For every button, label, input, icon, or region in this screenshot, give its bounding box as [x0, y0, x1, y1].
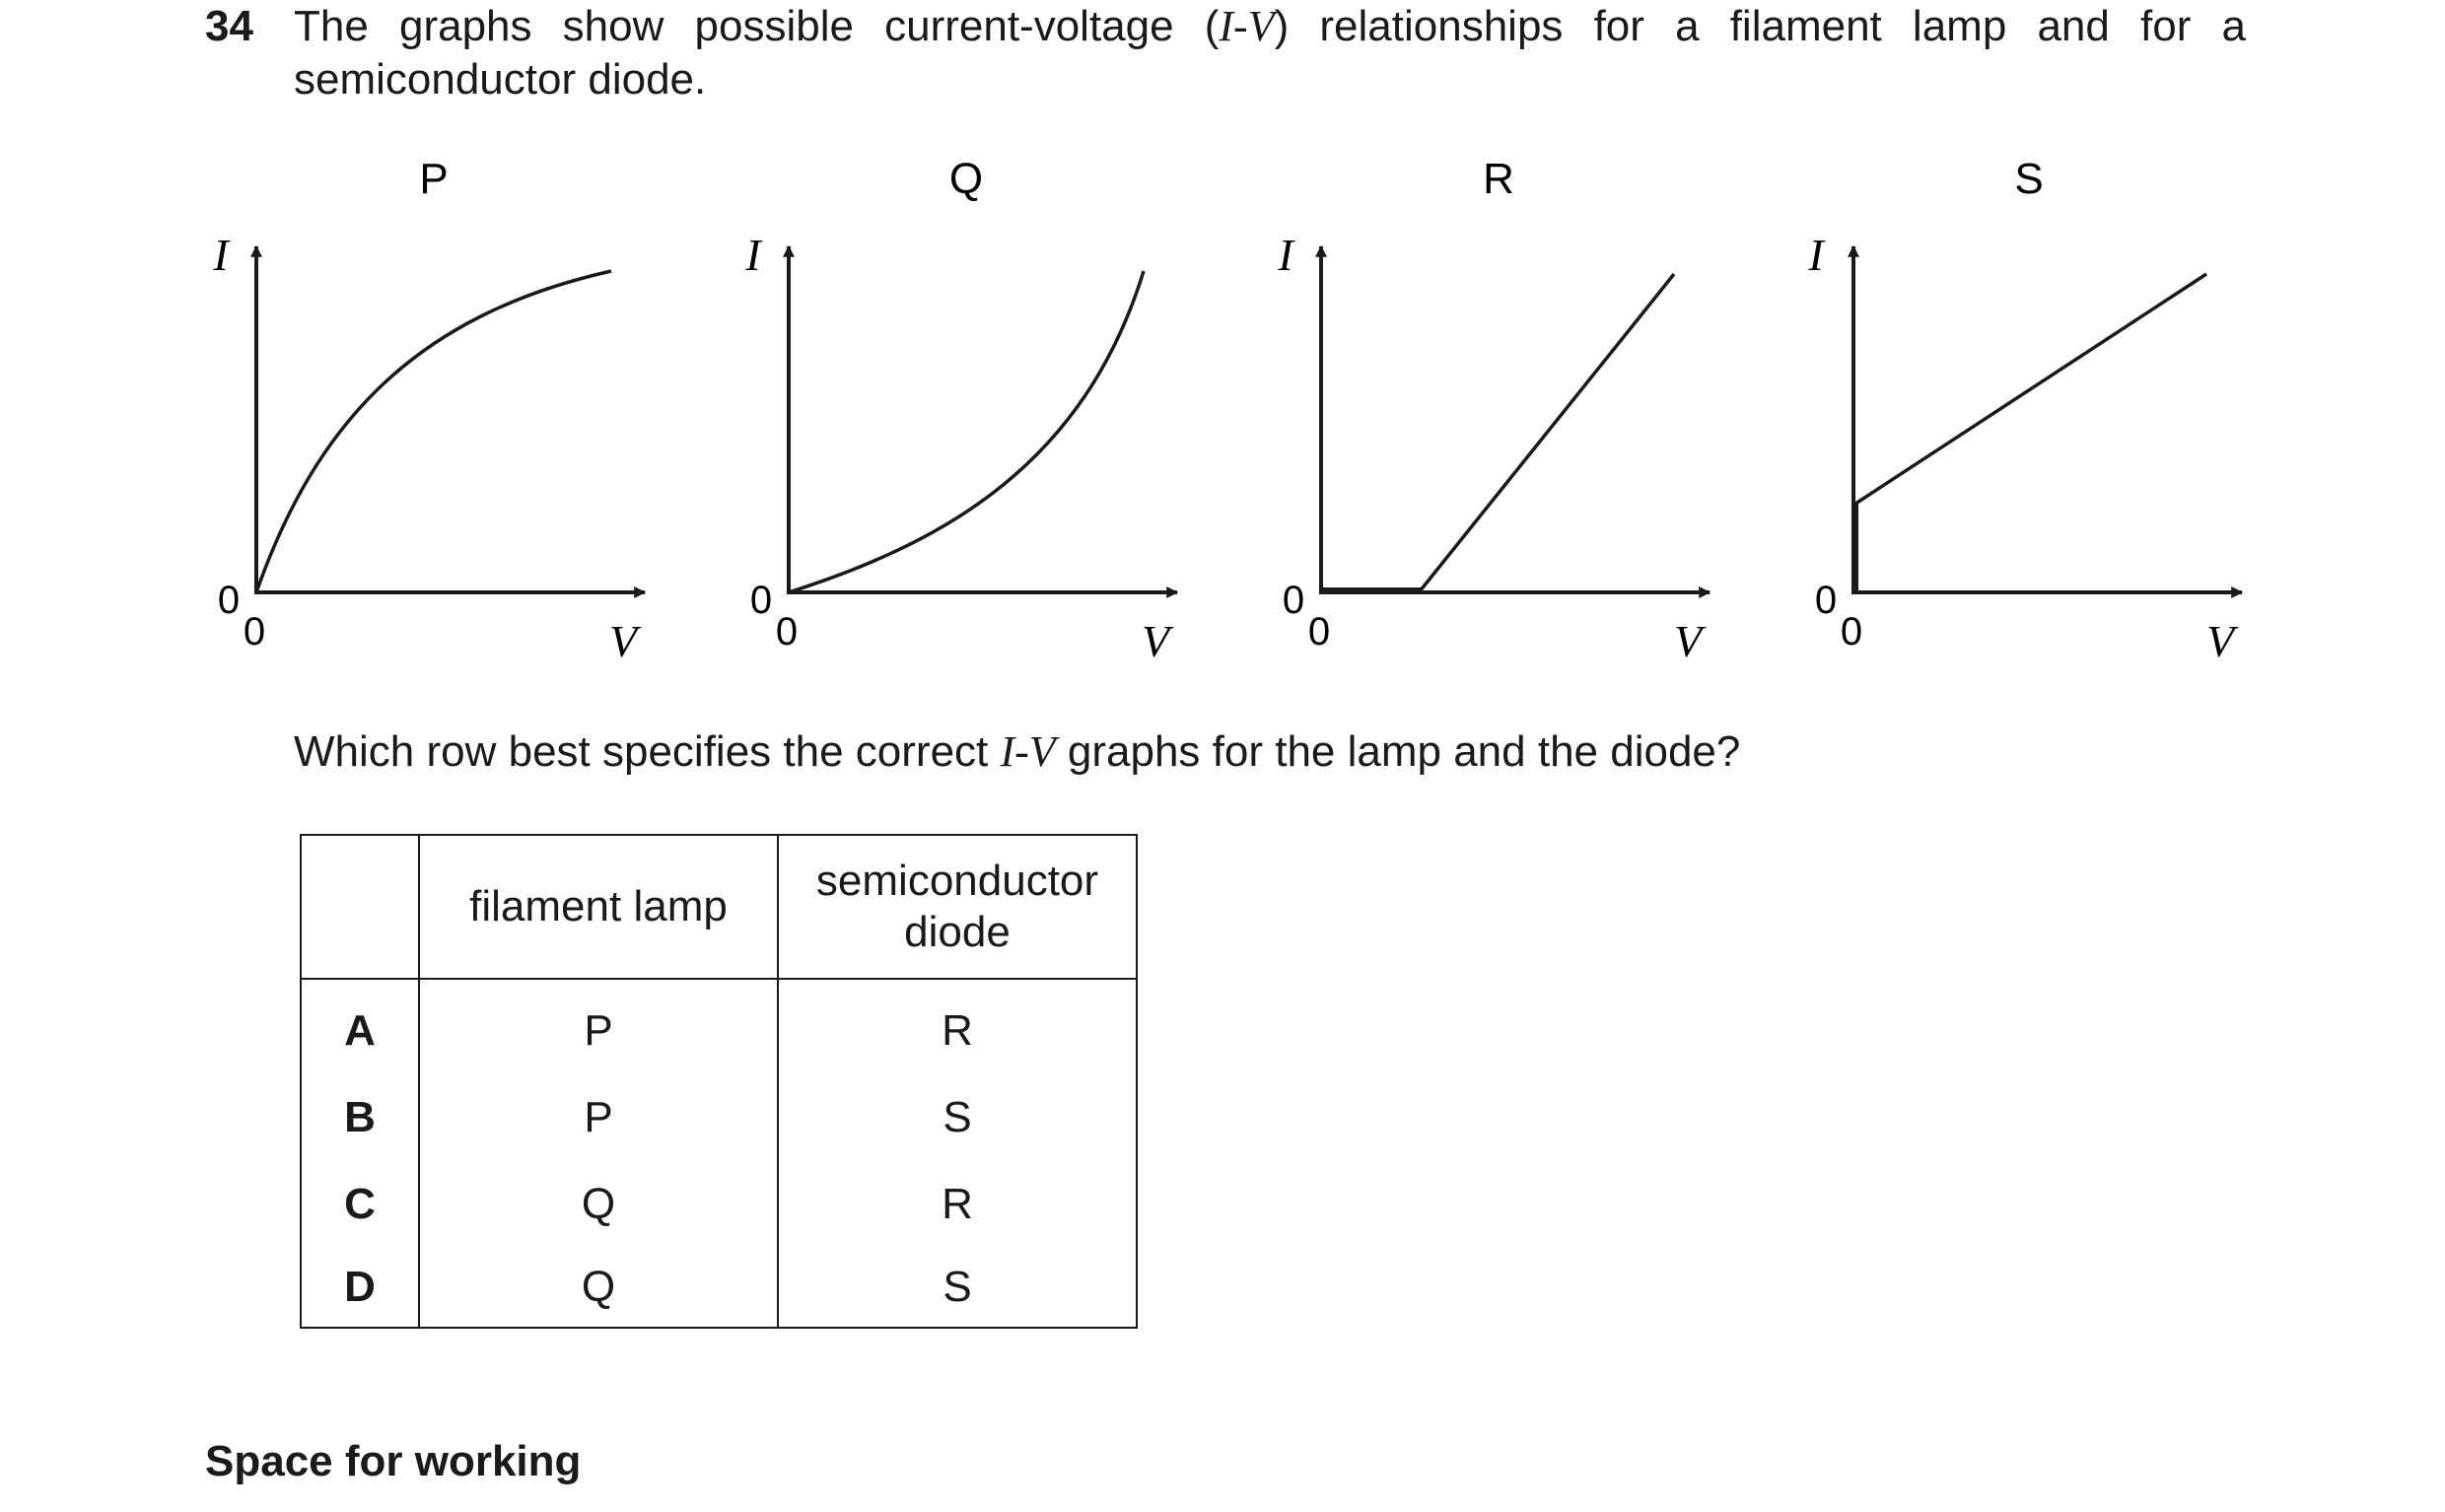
table-row[interactable] — [301, 979, 1137, 1074]
graph-q-x-axis-label: V — [1141, 616, 1170, 666]
lamp-graph: P — [419, 979, 778, 1074]
graph-r-origin-x: 0 — [1307, 610, 1331, 653]
table-header-row — [301, 835, 1137, 979]
prompt-prefix: Which row best specifies the correct — [294, 727, 1001, 776]
graph-q-y-axis-label: I — [745, 230, 761, 280]
graph-q-label: Q — [948, 155, 984, 203]
graph-s-y-axis-label: I — [1808, 230, 1824, 280]
graph-p-x-axis-label: V — [608, 616, 638, 666]
graph-p-origin-y: 0 — [217, 579, 241, 622]
prompt-suffix: graphs for the lamp and the diode? — [1055, 727, 1741, 776]
graph-p-y-axis-label: I — [213, 230, 229, 280]
space-for-working-label: Space for working — [205, 1437, 582, 1485]
diode-graph: S — [778, 1074, 1137, 1161]
table-row[interactable] — [301, 1074, 1137, 1161]
option-letter: D — [301, 1248, 419, 1328]
graph-p-label: P — [419, 155, 449, 203]
graph-p-curve — [256, 271, 611, 592]
question-number: 34 — [205, 2, 253, 50]
graph-s-label: S — [2014, 155, 2044, 203]
header-option-cell — [301, 835, 419, 979]
answer-table — [300, 834, 1138, 1329]
header-diode-line1: semiconductor — [815, 857, 1099, 905]
graph-p-origin-x: 0 — [243, 610, 266, 653]
lamp-graph: Q — [419, 1248, 778, 1328]
option-letter: C — [301, 1161, 419, 1248]
graph-s — [1807, 155, 2242, 666]
header-semiconductor-diode — [778, 835, 1137, 979]
diode-graph: S — [778, 1248, 1137, 1328]
prompt-iv: I-V — [1000, 727, 1056, 776]
graph-s-x-axis-label: V — [2205, 616, 2235, 666]
graph-r — [1277, 155, 1710, 666]
iv-graphs — [0, 0, 2445, 710]
graph-s-origin-y: 0 — [1814, 579, 1838, 622]
header-diode-line2: diode — [904, 908, 1011, 956]
graph-q — [744, 155, 1177, 666]
graph-s-origin-x: 0 — [1840, 610, 1863, 653]
graph-r-origin-y: 0 — [1282, 579, 1305, 622]
graph-r-y-axis-label: I — [1278, 230, 1293, 280]
option-letter: B — [301, 1074, 419, 1161]
table-row[interactable] — [301, 1248, 1137, 1328]
graph-r-line — [1420, 274, 1674, 591]
diode-graph: R — [778, 979, 1137, 1074]
header-filament-lamp: filament lamp — [419, 835, 778, 979]
table-row[interactable] — [301, 1161, 1137, 1248]
question-text-suffix: ) relationships for a filament lamp and for a semiconductor diode. — [294, 2, 2246, 103]
graph-q-origin-x: 0 — [775, 610, 799, 653]
diode-graph: R — [778, 1161, 1137, 1248]
lamp-graph: Q — [419, 1161, 778, 1248]
question-text-iv: I-V — [1219, 2, 1275, 50]
graph-s-line — [1855, 274, 2206, 504]
lamp-graph: P — [419, 1074, 778, 1161]
graph-p — [0, 0, 645, 666]
graph-r-x-axis-label: V — [1673, 616, 1703, 666]
question-text-prefix: The graphs show possible current-voltage ( — [294, 2, 1220, 50]
graph-q-origin-y: 0 — [749, 579, 773, 622]
option-letter: A — [301, 979, 419, 1074]
graph-r-label: R — [1483, 155, 1514, 203]
question-prompt — [294, 725, 1740, 779]
graph-q-curve — [789, 271, 1144, 592]
